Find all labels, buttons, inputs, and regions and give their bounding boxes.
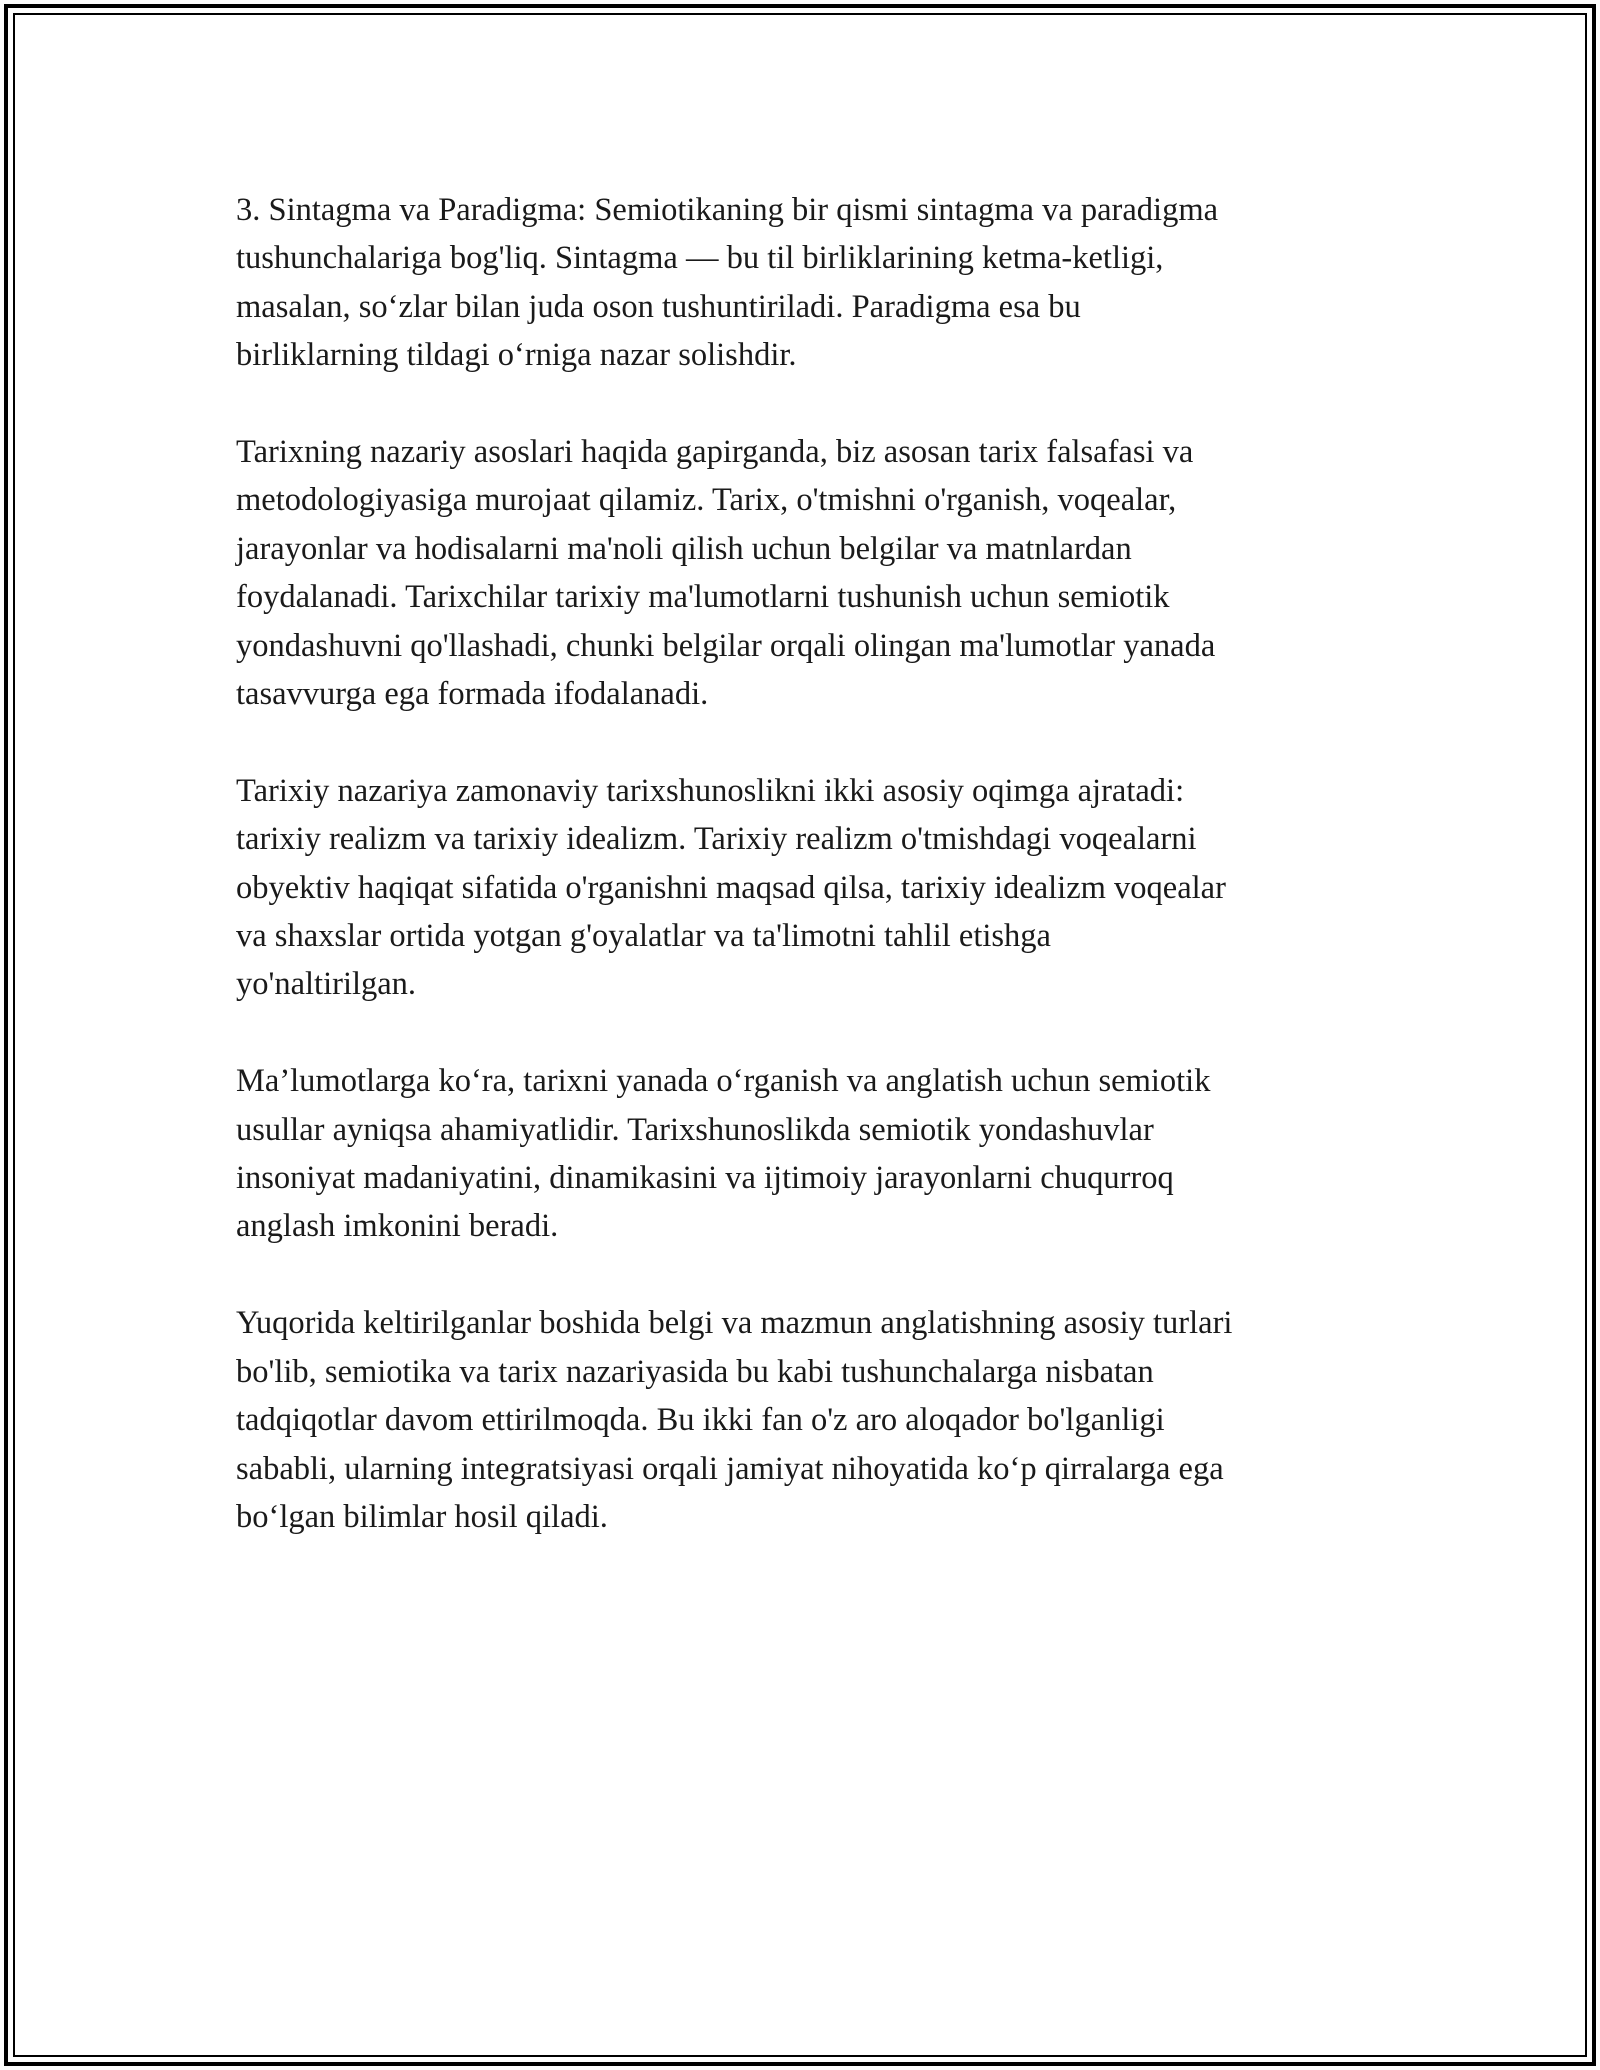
paragraph-4: Ma’lumotlarga ko‘ra, tarixni yanada o‘rganish va anglatish uchun semiotik usullar ayniqsa ahamiyatlidir. Tarixshunoslikda semiotik yondashuvlar insoniyat madaniyatini, dinamikasini va ijtimoiy jarayonlarni chuqurroq anglash imkonini beradi. [236,1063,1211,1245]
paragraph-3: Tarixiy nazariya zamonaviy tarixshunoslikni ikki asosiy oqimga ajratadi: tarixiy realizm va tarixiy idealizm. Tarixiy realizm o'tmishdagi voqealarni obyektiv haqiqat sifatida o'rganishni maqsad qilsa, tarixiy idealizm voqealar va shaxslar ortida yotgan g'oyalatlar va ta'limotni tahlil etishga yo'naltirilgan. [236,772,1226,1003]
paragraph-1: 3. Sintagma va Paradigma: Semiotikaning bir qismi sintagma va paradigma tushunchalariga bog'liq. Sintagma — bu til birliklarining ketma-ketligi, masalan, so‘zlar bilan juda oson tushuntiriladi. Paradigma esa bu birliklarning tildagi o‘rniga nazar solishdir. [236,192,1219,374]
paragraph-2: Tarixning nazariy asoslari haqida gapirganda, biz asosan tarix falsafasi va metodologiyasiga murojaat qilamiz. Tarix, o'tmishni o'rganish, voqealar, jarayonlar va hodisalarni ma'noli qilish uchun belgilar va matnlardan foydalanadi. Tarixchilar tarixiy ma'lumotlarni tushunish uchun semiotik yondashuvni qo'llashadi, chunki belgilar orqali olingan ma'lumotlar yanada tasavvurga ega formada ifodalanadi. [236,434,1216,713]
paragraph-5: Yuqorida keltirilganlar boshida belgi va mazmun anglatishning asosiy turlari bo'lib, semiotika va tarix nazariyasida bu kabi tushunchalarga nisbatan tadqiqotlar davom ettirilmoqda. Bu ikki fan o'z aro aloqador bo'lganligi sababli, ularning integratsiyasi orqali jamiyat nihoyatida ko‘p qirralarga ega bo‘lgan bilimlar hosil qiladi. [236,1305,1233,1535]
document-body [236,186,1376,1590]
